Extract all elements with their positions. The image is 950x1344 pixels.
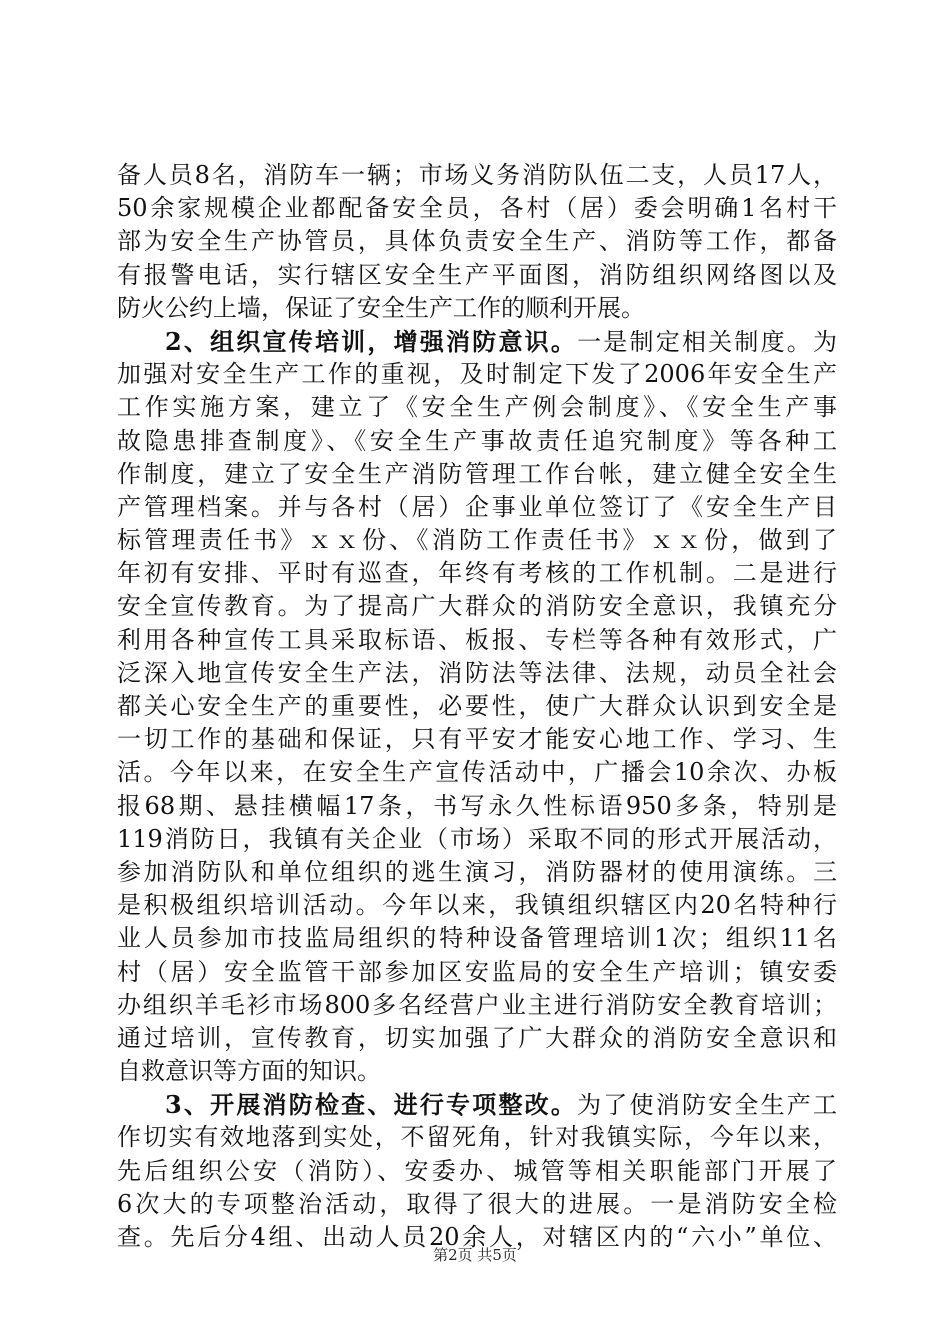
section-heading: 2、组织宣传培训，增强消防意识。 <box>165 326 578 356</box>
text-line: 工作实施方案，建立了《安全生产例会制度》、《安全生产事 <box>117 393 837 422</box>
text-line: 防火公约上墙，保证了安全生产工作的顺利开展。 <box>117 293 645 322</box>
paragraph-3 <box>117 1088 837 1254</box>
text-line: 部为安全生产协管员，具体负责安全生产、消防等工作，都备 <box>117 227 837 256</box>
section-heading: 3、开展消防检查、进行专项整改。 <box>165 1090 578 1120</box>
text-line: 活。今年以来，在安全生产宣传活动中，广播会10余次、办板 <box>117 758 837 787</box>
paragraph-1 <box>117 159 837 325</box>
text-line <box>117 325 837 358</box>
document-body <box>117 159 837 1254</box>
text-line: 6次大的专项整治活动，取得了很大的进展。一是消防安全检 <box>117 1189 837 1218</box>
text-line: 50余家规模企业都配备安全员，各村（居）委会明确1名村干 <box>117 194 837 223</box>
text-run: 一是制定相关制度。为 <box>577 327 837 356</box>
text-line: 安全宣传教育。为了提高广大群众的消防安全意识，我镇充分 <box>117 592 837 621</box>
text-line: 参加消防队和单位组织的逃生演习，消防器材的使用演练。三 <box>117 857 837 886</box>
text-line: 村（居）安全监管干部参加区安监局的安全生产培训；镇安委 <box>117 957 837 986</box>
text-line: 先后组织公安（消防）、安委办、城管等相关职能部门开展了 <box>117 1156 837 1185</box>
text-line: 业人员参加市技监局组织的特种设备管理培训1次；组织11名 <box>117 924 837 953</box>
text-line: 产管理档案。并与各村（居）企事业单位签订了《安全生产目 <box>117 492 837 521</box>
text-line: 利用各种宣传工具采取标语、板报、专栏等各种有效形式，广 <box>117 625 837 654</box>
text-line: 都关心安全生产的重要性，必要性，使广大群众认识到安全是 <box>117 692 837 720</box>
text-line: 119消防日，我镇有关企业（市场）采取不同的形式开展活动， <box>117 824 837 853</box>
text-line: 作制度，建立了安全生产消防管理工作台帐，建立健全安全生 <box>117 459 837 488</box>
paragraph-2 <box>117 325 837 1088</box>
text-run: 为了使消防安全生产工 <box>577 1091 837 1120</box>
text-line: 标管理责任书》ｘｘ份、《消防工作责任书》ｘｘ份，做到了 <box>117 526 837 555</box>
text-line: 备人员8名，消防车一辆；市场义务消防队伍二支，人员17人， <box>117 161 837 189</box>
text-line: 报68期、悬挂横幅17条，书写永久性标语950多条，特别是 <box>117 791 837 820</box>
text-line: 加强对安全生产工作的重视，及时制定下发了2006年安全生产 <box>117 360 837 389</box>
text-line: 查。先后分4组、出动人员20余人，对辖区内的“六小”单位、 <box>117 1223 837 1251</box>
text-line: 泛深入地宣传安全生产法，消防法等法律、法规，动员全社会 <box>117 658 837 687</box>
page-number-footer: 第2页 共5页 <box>433 1246 517 1264</box>
text-line: 年初有安排、平时有巡查，年终有考核的工作机制。二是进行 <box>117 559 837 588</box>
text-line: 办组织羊毛衫市场800多名经营户业主进行消防安全教育培训； <box>117 990 837 1019</box>
text-line: 自救意识等方面的知识。 <box>117 1057 381 1086</box>
text-line: 是积极组织培训活动。今年以来，我镇组织辖区内20名特种行 <box>117 891 837 920</box>
text-line: 通过培训，宣传教育，切实加强了广大群众的消防安全意识和 <box>117 1023 837 1052</box>
text-line: 一切工作的基础和保证，只有平安才能安心地工作、学习、生 <box>117 725 837 754</box>
text-line: 作切实有效地落到实处，不留死角，针对我镇实际，今年以来， <box>117 1123 837 1152</box>
text-line <box>117 1088 837 1121</box>
text-line: 有报警电话，实行辖区安全生产平面图，消防组织网络图以及 <box>117 260 837 289</box>
text-line: 故隐患排查制度》、《安全生产事故责任追究制度》等各种工 <box>117 426 837 455</box>
